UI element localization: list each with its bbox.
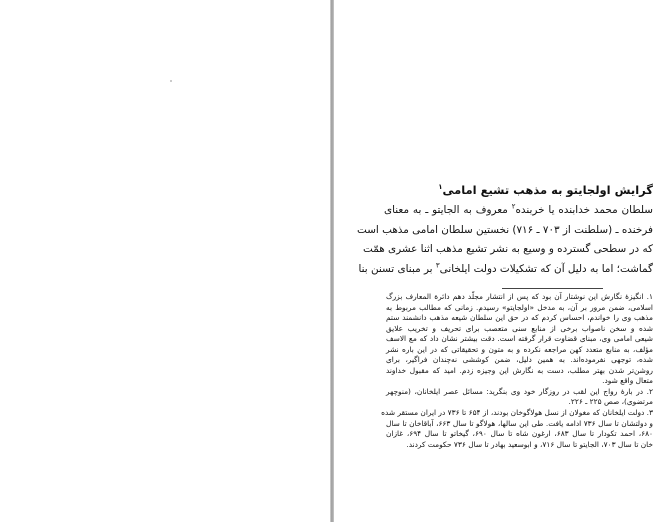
main-text (357, 182, 653, 279)
footnote-separator (502, 288, 603, 289)
footnote-line: خان تا سال ۷۰۳، الجایتو تا سال ۷۱۶، و ابوسعید بهادر تا سال ۷۳۶ حکومت کردند. (406, 439, 653, 449)
footnote-line: ۲. در بارهٔ رواج این لقب در روزگار خود وی بنگرید: مسائل عصر ایلخانان، (منوچهر (386, 386, 653, 396)
right-page (334, 0, 665, 522)
body-line: که در سطحی گسترده و وسیع به نشر تشیع مذهب اثنا عشری همّت (363, 243, 653, 256)
footnote-ref-1: ۱ (438, 183, 443, 192)
footnote-line: روشن‌تر شدن بهتر مطلب، دست به نگارش این وجیزه زدم. امید که مقبول خداوند (386, 365, 653, 375)
left-page (0, 0, 330, 522)
footnotes (381, 292, 654, 450)
footnote-line: و دولتشان تا سال ۷۳۶ ادامه یافت. طی این سالها، هولاگو تا سال ۶۶۳، آباقاخان تا سال (386, 418, 653, 428)
body-line: گماشت؛ اما به دلیل آن که تشکیلات دولت ایلخانی$^۳$ بر مبنای تسنن بنا (358, 261, 653, 275)
footnote-ref-2: ۲ (511, 202, 516, 211)
footnote-line: مذهب وی را خواندم، احساس کردم که در حق این سلطان شیعه مذهب دانشمند ستم (386, 313, 653, 323)
body-line: سلطان محمد خدابنده یا خربنده$^۲$ معروف به الجایتو ـ به معنای (384, 202, 653, 216)
footnote-ref-3: ۳ (435, 261, 440, 270)
footnote-line: ۳. دولت ایلخانان که مغولان از نسل هولاگوخان بودند، از ۶۵۴ تا ۷۳۶ در ایران مستقر شده (381, 408, 653, 418)
footnote-line: شیعی امامی وی، مبنای قضاوت قرار گرفته است. دقت بیشتر نشان داد که مع الاسف (386, 334, 653, 344)
footnote-line: مرتضوی)، صص ۲۲۵ ـ ۲۲۶. (568, 397, 653, 407)
section-heading-text: گرایش اولجایتو به مذهب تشیع امامی (442, 183, 653, 197)
footnote-line: اسلامی، ضمن مرور بر آن، به مدخل «اولجایتو» رسیدم. زمانی که مطالب مربوط به (386, 302, 653, 312)
page-speck (170, 80, 172, 82)
footnote-line: ۱. انگیزهٔ نگارش این نوشتار آن بود که پس از انتشار مجلّد دهم دائرة المعارف بزرگ (386, 292, 653, 301)
footnote-line: شده و سخن ناصواب برخی از منابع سنی متعصب برای تحریف و تخریب علایق (386, 323, 653, 333)
footnote-line: ۶۸۰، احمد تکودار تا سال ۶۸۳، ارغون شاه تا سال ۶۹۰، گیخاتو تا سال ۶۹۴، غازان (386, 429, 654, 439)
footnote-line: متعال واقع شود. (602, 376, 653, 386)
section-heading (384, 182, 653, 199)
body-line: فرخنده ـ (سلطنت از ۷۰۳ ـ ۷۱۶) نخستین سلطان امامی مذهب است (357, 223, 653, 236)
footnote-line: مؤلف، به منابع متعدد کهن مراجعه نکرده و به متون و تحقیقاتی که در این باره نشر (386, 344, 653, 354)
footnote-line: شده، توجهی نفرموده‌اند. به همین دلیل، ضمن کوششی نه‌چندان فراگیر، برای (386, 355, 653, 365)
